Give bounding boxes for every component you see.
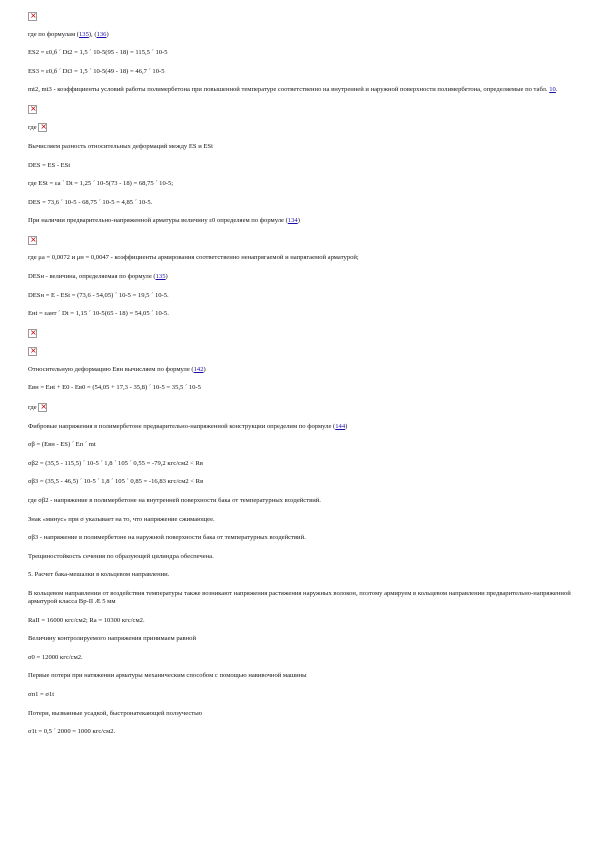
text-run: Знак «минус» при σ указывает на то, что напряжение сжимающее. bbox=[28, 515, 215, 523]
text-run: σп1 = σ1t bbox=[28, 690, 55, 698]
text-line bbox=[28, 384, 573, 392]
text-run: где по формулам ( bbox=[28, 30, 79, 38]
document-page bbox=[28, 12, 573, 747]
text-line bbox=[28, 672, 573, 680]
broken-image-line bbox=[28, 12, 573, 22]
formula-link[interactable]: 144 bbox=[335, 422, 346, 430]
broken-image-icon bbox=[38, 123, 47, 132]
text-run: Величину контролируемого напряжения принимаем равной bbox=[28, 635, 197, 643]
text-line bbox=[28, 162, 573, 170]
text-line bbox=[28, 310, 573, 318]
text-run: Вычисляем разность относительных деформаций между ES и ESt bbox=[28, 142, 213, 150]
formula-link[interactable]: 135 bbox=[78, 30, 89, 38]
text-line bbox=[28, 460, 573, 468]
text-line bbox=[28, 710, 573, 718]
text-line bbox=[28, 273, 573, 281]
text-line bbox=[28, 86, 573, 94]
text-run: ) bbox=[106, 30, 109, 38]
text-run: где σβ2 - напряжение в полимербетоне на внутренней поверхности бака от температурных воздействий. bbox=[28, 497, 321, 504]
broken-image-icon bbox=[28, 347, 37, 356]
text-run: Относительную деформацию Eвн вычисляем по формуле ( bbox=[28, 365, 194, 373]
broken-image-line bbox=[28, 105, 573, 115]
text-run: DESн = E - ESt = (73,6 - 54,05) ´ 10-5 = 19,5 ´ 10-5. bbox=[28, 291, 169, 299]
text-run: где bbox=[28, 124, 39, 132]
broken-image-icon bbox=[28, 105, 37, 114]
text-line bbox=[28, 180, 573, 188]
text-run: ) bbox=[203, 365, 206, 373]
text-run: 5. Расчет бака-мешалки в кольцевом направлении. bbox=[28, 571, 170, 579]
text-run: где μa = 0,0072 и μн = 0,0047 - коэффициенты армирования соответственно ненапрягаемой и напрягаемой арматурой; bbox=[28, 254, 359, 262]
text-run: ), ( bbox=[88, 30, 97, 38]
text-run: RaII = 16000 кгс/см2; Ra = 10300 кгс/см2. bbox=[28, 616, 145, 624]
text-line bbox=[28, 441, 573, 449]
text-run: Первые потери при натяжении арматуры механическим способом с помощью навивочной машины bbox=[28, 672, 307, 680]
formula-link[interactable]: 136 bbox=[96, 30, 107, 38]
broken-image-icon bbox=[38, 403, 47, 412]
text-run: Фибровые напряжения в полимербетоне предварительно-напряженной конструкции определим по формуле ( bbox=[28, 422, 336, 430]
text-run: ES2 = ε0,б ´ Dt2 = 1,5 ´ 10-5(95 - 18) = 115,5 ´ 10-5 bbox=[28, 49, 168, 57]
text-line bbox=[28, 143, 573, 151]
text-run: ) bbox=[165, 273, 168, 281]
text-line bbox=[28, 571, 573, 579]
broken-image-line bbox=[28, 347, 573, 357]
text-run: ) bbox=[297, 217, 300, 225]
text-run: DES = 73,6 ´ 10-5 - 68,75 ´ 10-5 = 4,85 ´ 10-5. bbox=[28, 198, 153, 206]
text-line bbox=[28, 68, 573, 76]
text-run: σβ2 = (35,5 - 115,5) ´ 10-5 ´ 1,8 ´ 105 ´ 0,55 = -79,2 кгс/см2 < Rв bbox=[28, 459, 203, 467]
text-run: σ0 = 12000 кгс/см2. bbox=[28, 653, 83, 661]
text-line bbox=[28, 199, 573, 207]
broken-image-icon bbox=[28, 12, 37, 21]
text-line bbox=[28, 553, 573, 561]
text-run: σ1t = 0,5 ´ 2000 = 1000 кгс/см2. bbox=[28, 728, 116, 736]
text-line bbox=[28, 423, 573, 431]
text-line bbox=[28, 516, 573, 524]
text-run: ES3 = ε0,б ´ Dt3 = 1,5 ´ 10-5(49 - 18) = 46,7 ´ 10-5 bbox=[28, 67, 165, 75]
text-line bbox=[28, 617, 573, 625]
broken-image-line bbox=[28, 236, 573, 246]
formula-link[interactable]: 142 bbox=[193, 365, 204, 373]
text-run: σβ3 = (35,5 - 46,5) ´ 10-5 ´ 1,8 ´ 105 ´ 0,85 = -16,83 кгс/см2 < Rв bbox=[28, 478, 204, 486]
text-run: ) bbox=[345, 422, 348, 430]
text-run: DESн - величина, определяемая по формуле ( bbox=[28, 273, 156, 281]
text-line bbox=[28, 292, 573, 300]
broken-image-icon bbox=[28, 236, 37, 245]
text-line bbox=[28, 49, 573, 57]
text-line bbox=[28, 590, 573, 606]
text-line bbox=[28, 635, 573, 643]
broken-image-line bbox=[28, 329, 573, 339]
text-run: В кольцевом направлении от воздействия температуры также возникают напряжения растяжения наружных волокон, поэтому армируем в кольцевом направлении предварительно-напряженной арматурой класса Вр-II Æ 5 мм bbox=[28, 589, 571, 605]
text-line bbox=[28, 478, 573, 486]
text-line bbox=[28, 728, 573, 736]
formula-link[interactable]: 135 bbox=[155, 273, 166, 281]
text-line bbox=[28, 217, 573, 225]
broken-image-icon bbox=[28, 329, 37, 338]
text-run: Трещиностойкость сечения по образующей цилиндра обеспечена. bbox=[28, 552, 214, 560]
text-run: Eвн = Eнt + E0 - Eв0 = (54,05 + 17,3 - 35,8) ´ 10-5 = 35,5 ´ 10-5 bbox=[28, 384, 201, 392]
text-line bbox=[28, 123, 573, 132]
text-line bbox=[28, 534, 573, 542]
text-run: где bbox=[28, 404, 39, 412]
text-line bbox=[28, 366, 573, 374]
text-line bbox=[28, 654, 573, 662]
text-run: . bbox=[555, 86, 558, 94]
text-line bbox=[28, 254, 573, 262]
formula-link[interactable]: 10 bbox=[549, 86, 556, 94]
text-run: При наличии предварительно-напряженной арматуры величину ε0 определяем по формуле ( bbox=[28, 217, 288, 225]
text-line bbox=[28, 403, 573, 412]
text-run: mt2, mt3 - коэффициенты условий работы полимербетона при повышенной температуре соответственно на внутренней и наружной поверхности полимербетона, определяемые по табл. bbox=[28, 86, 550, 94]
text-run: DES = ES - ESt bbox=[28, 161, 71, 169]
text-line bbox=[28, 31, 573, 39]
formula-link[interactable]: 134 bbox=[287, 217, 298, 225]
text-run: Потери, вызванные усадкой, быстронатекающей ползучестью bbox=[28, 709, 203, 717]
text-run: где ESt = εa ´ Dt = 1,25 ´ 10-5(73 - 18) = 68,75 ´ 10-5; bbox=[28, 180, 174, 188]
text-run: σβ = (Eвн - ES) ´ Eп ´ mt bbox=[28, 441, 96, 449]
text-run: Eнt = εант ´ Dt = 1,15 ´ 10-5(65 - 18) = 54,05 ´ 10-5. bbox=[28, 310, 169, 318]
text-line bbox=[28, 497, 573, 505]
text-run: σβ3 - напряжение в полимербетоне на наружной поверхности бака от температурных воздействий. bbox=[28, 534, 306, 542]
text-line bbox=[28, 691, 573, 699]
